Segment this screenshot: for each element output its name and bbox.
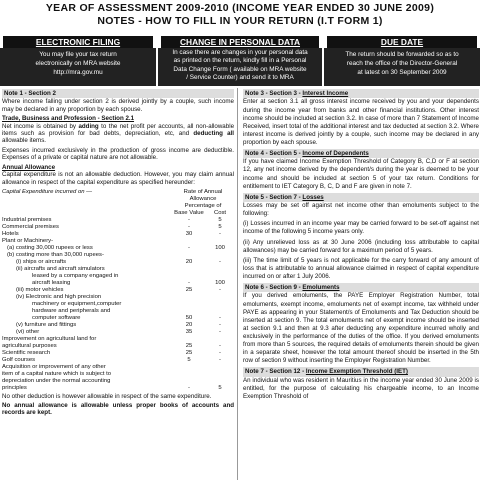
row-cost-value	[206, 301, 234, 308]
table-row	[2, 301, 234, 308]
row-cost-value: -	[219, 328, 221, 335]
table-row	[2, 343, 234, 350]
note5-text-2: (i) Losses incurred in an income year may be carried forward to be set-off against net income of the following 5 income years only.	[243, 220, 479, 236]
row-label: Commercial premises	[2, 223, 59, 230]
row-label: (i) ships or aircrafts	[16, 258, 67, 265]
due-date-box	[324, 36, 480, 86]
box-line: You may file your tax return	[39, 51, 117, 58]
row-label: (iv) Electronic and high precision	[16, 293, 102, 300]
row-cost-value	[206, 308, 234, 315]
row-base-value	[172, 294, 206, 301]
annual-allowance-text: Capital expenditure is not an allowable deduction. However, you may claim annual allowance in respect of the capital expenditure as specified hereunder:	[2, 171, 234, 186]
row-label: principles	[2, 384, 27, 391]
column-divider	[237, 88, 238, 480]
row-cost-value: -	[219, 321, 221, 328]
note4-text: If you have claimed Income Exemption Threshold of Category B, C,D or F at section 12, any net income derived by the dependent/s during the year is deemed to be your income and should be included at section 5 of your tax return. Conditions for entitlement to IET Category B, C, D and F are given in note 7.	[243, 158, 479, 190]
table-head-base: Base Value	[174, 209, 204, 216]
row-base-value	[172, 364, 206, 371]
row-cost-value	[206, 266, 234, 273]
table-row	[2, 294, 234, 301]
right-column	[243, 88, 479, 403]
annual-allowance-header: Annual Allowance	[2, 163, 56, 171]
personal-data-title: CHANGE IN PERSONAL DATA	[161, 36, 319, 48]
row-cost-value	[206, 273, 234, 280]
row-cost-value	[206, 238, 234, 245]
footer-note-2: No annual allowance is allowable unless proper books of accounts and records are kept.	[2, 402, 234, 417]
row-label: Plant or Machinery-	[2, 237, 54, 244]
note5-header: Note 5 - Section 7 - Losses	[243, 193, 479, 202]
row-cost-value: 5	[218, 223, 222, 230]
electronic-filing-box	[0, 36, 156, 86]
box-line: reach the office of the Director-General	[346, 60, 458, 68]
row-cost-value: 5	[218, 384, 222, 391]
row-label: machinery or equipment,computer	[32, 300, 122, 307]
row-label: item of a capital nature which is subject to	[2, 370, 112, 377]
box-line: Data Change Form ( available on MRA website	[173, 65, 307, 73]
row-base-value: -	[188, 216, 190, 223]
note6-text: If you derived emoluments, the PAYE Employer Registration Number, total emoluments, exempt income, emoluments net of exempt income, tax withheld under PAYE as appearing in your Statement/s of Emoluments and Tax Deduction should be inserted at section 9. The total emoluments net of exempt income should be inserted at section 9.1 and then at 9.3 after deducting any expenditure incurred wholly and exclusively in the performance of the duties of the office. If you derived emoluments from more than 5 sources, the required details of emoluments therein should be given in a separate sheet, however the total amount thereof should be inserted in the 5th row of section 9 without inserting the Employer Registration Number.	[243, 292, 479, 365]
row-cost-value: -	[219, 258, 221, 265]
table-row	[2, 329, 234, 336]
note1-text: Where income falling under section 2 is derived jointly by a couple, such income may be declared in any proportion by each spouse.	[2, 98, 234, 113]
row-base-value	[172, 378, 206, 385]
row-label: Golf courses	[2, 356, 36, 363]
row-cost-value: -	[219, 349, 221, 356]
electronic-filing-title: ELECTRONIC FILING	[3, 36, 153, 48]
box-line: The return should be forwarded so as to	[345, 51, 459, 58]
row-base-value: 20	[185, 321, 193, 328]
table-row	[2, 252, 234, 259]
table-row	[2, 350, 234, 357]
row-label: (b) costing more than 30,000 rupees-	[7, 251, 104, 258]
row-base-value: 35	[185, 328, 193, 335]
row-base-value: 30	[185, 230, 193, 237]
box-line: at latest on 30 September 2009	[357, 69, 447, 77]
row-base-value: -	[188, 384, 190, 391]
table-row	[2, 287, 234, 294]
row-label: (iii) motor vehicles	[16, 286, 64, 293]
row-label: Hotels	[2, 230, 19, 237]
table-row	[2, 378, 234, 385]
row-label: (v) furniture and fittings	[16, 321, 77, 328]
table-row	[2, 385, 234, 392]
note5-text-4: (iii) The time limit of 5 years is not applicable for the carry forward of any amount of loss that is attributable to annual allowance claimed in respect of capital expenditure incurred on or after 1 July 2006.	[243, 256, 479, 280]
row-label: Industrial premises	[2, 216, 52, 223]
row-base-value: -	[188, 223, 190, 230]
row-label: (a) costing 30,000 rupees or less	[7, 244, 93, 251]
table-row	[2, 357, 234, 364]
table-row	[2, 280, 234, 287]
table-row	[2, 364, 234, 371]
row-base-value	[172, 238, 206, 245]
row-label: (ii) aircrafts and aircraft simulators	[16, 265, 105, 272]
row-base-value: 25	[185, 349, 193, 356]
box-line: as printed on the return, kindly fill in a Personal	[173, 57, 307, 65]
note5-text-1: Losses may be set off against net income other than emoluments subject to the following:	[243, 202, 479, 218]
page-title: YEAR OF ASSESSMENT 2009-2010 (INCOME YEAR ENDED 30 JUNE 2009)	[45, 2, 435, 14]
row-base-value: -	[188, 244, 190, 251]
row-cost-value: -	[219, 356, 221, 363]
trade-text-2: Expenses incurred exclusively in the production of gross income are deductible. Expenses of a private or capital nature are not allowable.	[2, 146, 234, 162]
row-label: Scientific research	[2, 349, 51, 356]
note1-header: Note 1 - Section 2	[2, 89, 234, 98]
row-base-value	[172, 273, 206, 280]
box-line: In case there are changes in your personal data	[172, 49, 308, 56]
row-cost-value: 5	[218, 216, 222, 223]
note5-text-3: (ii) Any unrelieved loss as at 30 June 2006 (including loss attributable to capital allowances) may be carried forward for a maximum period of 5 years.	[243, 238, 479, 254]
left-column	[2, 88, 234, 419]
row-cost-value	[206, 364, 234, 371]
row-label: computer software	[32, 314, 81, 321]
website-link[interactable]: http://mra.gov.mu	[53, 69, 103, 77]
row-cost-value	[206, 371, 234, 378]
row-base-value	[172, 371, 206, 378]
table-row	[2, 273, 234, 280]
box-line: / Service Counter) and send it to MRA	[186, 74, 294, 82]
note3-text: Enter at section 3.1 all gross interest income received by you and your dependents during the income year from banks and other financial institutions. Other interest income should be included at section 3.2. In case of more than 7 Statement of Income Received, insert total of the additional interest and tax deducted at section 3.2. Where interest income is derived jointly by a couple, such income may be declared in any proportion by each spouse.	[243, 98, 479, 146]
row-cost-value: -	[219, 314, 221, 321]
row-label: (vi) other	[16, 328, 40, 335]
table-row	[2, 217, 234, 224]
footer-note-1: No other deduction is however allowable in respect of the same expenditure.	[2, 392, 212, 400]
table-row	[2, 238, 234, 245]
box-line: electronically on MRA website	[35, 60, 121, 68]
row-base-value	[172, 266, 206, 273]
row-label: Improvement on agricultural land for	[2, 335, 97, 342]
note7-header: Note 7 - Section 12 - Income Exemption Threshold (IET)	[243, 367, 479, 376]
row-base-value: 20	[185, 258, 193, 265]
row-label: hardware and peripherals and	[32, 307, 111, 314]
due-date-title: DUE DATE	[327, 36, 477, 48]
row-cost-value: -	[219, 286, 221, 293]
page-subtitle: NOTES - HOW TO FILL IN YOUR RETURN (I.T FORM 1)	[97, 15, 383, 27]
table-row	[2, 266, 234, 273]
row-label: Acquisition or improvement of any other	[2, 363, 106, 370]
trade-header: Trade, Business and Profession - Section 2.1	[2, 115, 135, 123]
row-label: agricultural purposes	[2, 342, 57, 349]
note4-header: Note 4 - Section 5 - Income of Dependents	[243, 149, 479, 158]
row-cost-value: -	[219, 230, 221, 237]
table-row	[2, 231, 234, 238]
table-row	[2, 315, 234, 322]
row-base-value: -	[188, 279, 190, 286]
table-row	[2, 245, 234, 252]
table-row	[2, 224, 234, 231]
allowance-rates-table	[2, 189, 234, 392]
row-cost-value	[206, 252, 234, 259]
row-label: aircraft leasing	[32, 279, 71, 286]
trade-text-1: Net income is obtained by adding to the net profit per accounts, all non-allowable items such as provision for bad debts, depreciation, etc, and deducting all allowable items.	[2, 122, 235, 145]
row-label: leased by a company engaged in	[32, 272, 119, 279]
row-cost-value: 100	[215, 279, 225, 286]
table-head-right: Rate of Annual Allowance Percentage of	[183, 188, 223, 209]
row-base-value: 5	[187, 356, 191, 363]
table-row	[2, 336, 234, 343]
note7-text: An individual who was resident in Mauritius in the income year ended 30 June 2009 is entitled, for the purpose of calculating his chargeable income, to an Income Exemption Threshold of	[243, 376, 479, 400]
row-cost-value: -	[219, 342, 221, 349]
row-cost-value	[206, 336, 234, 343]
table-head-left: Capital Expenditure incurred on —	[2, 188, 93, 195]
row-base-value	[172, 336, 206, 343]
row-cost-value	[206, 294, 234, 301]
row-label: depreciation under the normal accounting	[2, 377, 111, 384]
row-cost-value: 100	[215, 244, 225, 251]
row-cost-value	[206, 378, 234, 385]
table-row	[2, 322, 234, 329]
row-base-value: 25	[185, 286, 193, 293]
table-head-cost: Cost	[213, 209, 227, 216]
note3-header: Note 3 - Section 3 - Interest Income	[243, 89, 479, 98]
row-base-value: 25	[185, 342, 193, 349]
note6-header: Note 6 - Section 9 - Emoluments	[243, 283, 479, 292]
row-base-value	[172, 252, 206, 259]
table-row	[2, 371, 234, 378]
table-row	[2, 259, 234, 266]
row-base-value	[172, 301, 206, 308]
row-base-value: 50	[185, 314, 193, 321]
table-row	[2, 308, 234, 315]
row-base-value	[172, 308, 206, 315]
personal-data-box	[158, 36, 322, 86]
